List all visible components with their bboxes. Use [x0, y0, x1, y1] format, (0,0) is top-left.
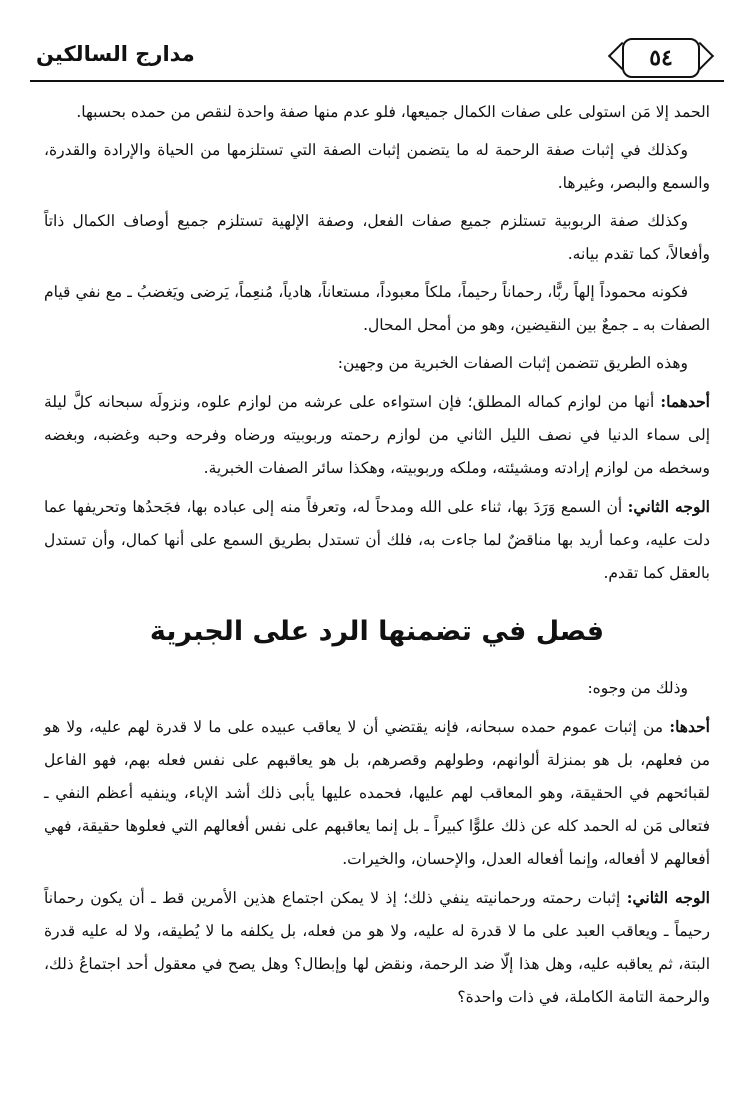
page-header [30, 36, 724, 86]
paragraph [44, 347, 710, 380]
paragraph [44, 881, 710, 1014]
paragraph-lead: أحدها: [669, 717, 710, 736]
paragraph-text: وكذلك في إثبات صفة الرحمة له ما يتضمن إثبات الصفة التي تستلزمها من الحياة والإرادة والقدرة، والسمع والبصر، وغيرها. [44, 141, 710, 192]
paragraph-text: أنها من لوازم كماله المطلق؛ فإن استواءه على عرشه من لوازم علوه، ونزولَه سبحانه كلَّ ليلة إلى سماء الدنيا في نصف الليل الثاني من لوازم رحمته وربوبيته ورضاه وفرحه وحبه وغضبه، وبغضه وسخطه من لوازم إرادته ومشيئته، وملكه وربوبيته، وهكذا سائر الصفات الخبرية. [44, 393, 710, 477]
paragraph-text: من إثبات عموم حمده سبحانه، فإنه يقتضي أن لا يعاقب عبيده على ما لا قدرة لهم عليه، ولا هو من فعلهم، بل هو بمنزلة ألوانهم، وطولهم وقصرهم، بل هو يعاقبهم على نفس فعله بهم، فهو الفاعل لقبائحهم في الحقيقة، وهو المعاقب لهم عليها، فحمده عليها يأبى ذلك أشد الإباء، وينفيه أعظم النفي ـ فتعالى مَن له الحمد كله عن ذلك علوًّا كبيراً ـ بل إنما يعاقبهم على نفس أفعالهم التي فعلوها حقيقة، فهي أفعالهم لا أفعاله، وإنما أفعاله العدل، والإحسان، والخيرات. [44, 718, 710, 868]
paragraph [44, 710, 710, 876]
paragraph-text: وهذه الطريق تتضمن إثبات الصفات الخبرية من وجهين: [337, 354, 688, 372]
paragraph [44, 490, 710, 590]
paragraph-text: وذلك من وجوه: [587, 679, 688, 697]
paragraph-lead: الوجه الثاني: [627, 497, 710, 516]
paragraph [44, 205, 710, 271]
paragraph [44, 96, 710, 129]
header-rule [30, 80, 724, 82]
page-body [44, 96, 710, 1019]
section-heading: فصل في تضمنها الرد على الجبرية [149, 616, 605, 647]
paragraph-text: أن السمع وَرَدَ بها، ثناء على الله ومدحاً له، وتعرفاً منه إلى عباده بها، فجَحدُها وتحريفها عما دلت عليه، وعما أريد بها مناقضٌ لما جاءت به، فلك أن تستدل بطريق السمع على أنها كمال، وأن تستدل بالعقل كما تقدم. [44, 498, 710, 582]
page-number: ٥٤ [622, 38, 700, 78]
paragraph [44, 672, 710, 705]
paragraph [44, 276, 710, 342]
paragraph-text: وكذلك صفة الربوبية تستلزم جميع صفات الفعل، وصفة الإلهية تستلزم جميع أوصاف الكمال ذاتاً وأفعالاً، كما تقدم بيانه. [44, 212, 710, 263]
paragraph-lead: الوجه الثاني: [626, 888, 710, 907]
paragraph-lead: أحدهما: [660, 392, 710, 411]
paragraph-text: إثبات رحمته ورحمانيته ينفي ذلك؛ إذ لا يمكن اجتماع هذين الأمرين قط ـ أن يكون رحماناً رحيماً ـ ويعاقب العبد على ما لا قدرة له عليه، ولا هو من فعله، بل يكلفه ما لا يُطيقه، ولا له عليه قدرة البتة، ثم يعاقبه عليه، وهل هذا إلّا ضد الرحمة، ونقض لها وإبطال؟ وهل يصح في معقول أحد اجتماعُ ذلك، والرحمة التامة الكاملة، في ذات واحدة؟ [44, 889, 710, 1006]
running-book-title: مدارج السالكين [36, 42, 195, 66]
paragraph [44, 134, 710, 200]
paragraph-text: الحمد إلا مَن استولى على صفات الكمال جميعها، فلو عدم منها صفة واحدة لنقص من حمده بحسبها. [76, 103, 710, 121]
paragraph-text: فكونه محموداً إلهاً ربًّا، رحماناً رحيماً، ملكاً معبوداً، مستعاناً، هادياً، مُنعِماً، يَرضى ويَغضبُ ـ مع نفي قيام الصفات به ـ جمعٌ بين النقيضين، وهو من أمحل المحال. [44, 283, 710, 334]
paragraph [44, 385, 710, 485]
